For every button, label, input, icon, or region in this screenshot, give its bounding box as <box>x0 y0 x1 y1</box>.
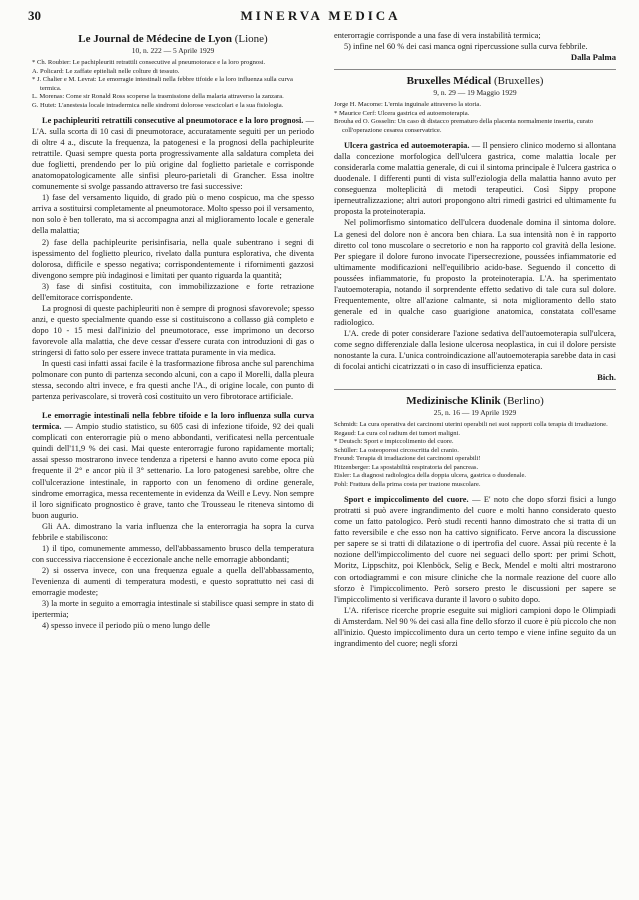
toc-entry: Regaud: La cura col radium dei tumori maligni. <box>334 429 460 437</box>
journal-heading-berlin <box>334 394 616 408</box>
article-paragraph: Nel polimorfismo sintomatico dell'ulcera duodenale domina il sintoma dolore. La genesi del dolore non è ancora ben chiara. La sua intensità non è in rapporto diretto col tono muscolare o secretorio e non ha rapporto col gravità della lesione. Per spiegare il dolore furono invocate l'ipersecrezione, poussées infiammatorie ed ultimamente modificazioni nell'equilibrio acido-base. Seguendo il concetto di poussées infiammatorie, fu proposto la proteinoterapia. L'A. ha sperimentato l'autoemoterapia, notando il sorprendente effetto sedativo di tale cura sul dolore. Frequentemente, oltre all'azione calmante, si nota miglioramento dello stato generale ed in qualche caso guarigione anatomica, constatata coll'esame radiologico. <box>334 218 616 327</box>
journal-issue: 10, n. 222 — 5 Aprile 1929 <box>131 46 215 55</box>
journal-issue: 25, n. 16 — 19 Aprile 1929 <box>433 408 517 418</box>
toc-entry: Freund: Terapia di irradiazione dei carcinomi operabili! <box>334 455 481 463</box>
toc-entry: Eisler: La diagnosi radiologica della doppia ulcera, gastrica o duodenale. <box>334 472 527 480</box>
article-paragraph: 2) fase della pachipleurite perisinfisaria, nella quale subentrano i segni di ispessimento del foglietto pleurico, rivelato dalla puntura esplorativa, che diventa dolorosa, difficile e spesso negativa; corrispondentemente i rifornimenti gazzosi divengono sempre più indaginosi e limitati per quanto riguarda la quantità; <box>32 237 314 280</box>
toc-entry: A. Policard: Le zaffate epiteliali nelle colture di tessuto. <box>32 67 180 75</box>
article-paragraph <box>334 494 616 604</box>
article-title: Sport e impiccolimento del cuore. <box>344 495 469 505</box>
toc-entry: L. Morenas: Come sir Ronald Ross scoperse la trasmissione della malaria attraverso la zanzara. <box>32 93 284 100</box>
article-text: — Il pensiero clinico moderno si allontana dalla concezione morfologica dell'ulcera gastrica, come malattia locale per considerarla come malattia generale, di cui il sintoma principale è l'ulcera gastrica o duodenale. I differenti punti di vista sull'eziologia della malattia hanno avuto per conseguenza molteplicità di metodi terapeutici. Così Sippy propone iperneutralizzazione; altri autori propongono altri rimedi gastrici ed ultimamente fu proposta la proteinoterapia. <box>334 141 617 217</box>
toc-entry: Hitzenberger: La spostabilità respiratoria del pancreas. <box>334 463 479 471</box>
toc-entry: * J. Chalier e M. Levrat: Le emorragie intestinali nella febbre tifoide e la loro influenza sulla curva termica. <box>32 76 293 92</box>
toc-entry: Pohl: Frattura della prima costa per trazione muscolare. <box>334 480 481 488</box>
article-paragraph <box>334 140 616 217</box>
journal-contents <box>32 59 314 110</box>
toc-entry: Schüller: La osteoporosi circoscritta del cranio. <box>334 446 459 454</box>
journal-contents <box>334 421 616 489</box>
article-paragraph: La prognosi di queste pachipleuriti non è sempre di prognosi sfavorevole; spesso anzi, e questo specialmente quando esse si costituiscono a collasso già completo e dopo 10 - 15 mesi dall'inizio del pneumotorace, esse imprimono un decorso favorevole alla malattia, che deve cessar d'essere curata con introduzioni di gas o stringersi di fatto solo per essere invece trattata puramente in via medica. <box>32 303 314 357</box>
journal-city: (Lione) <box>234 33 268 45</box>
page-number: 30 <box>28 8 41 23</box>
article-text: — L'A. sulla scorta di 10 casi di pneumotorace, accuratamente seguiti per un periodo di oltre 4 a., discute la frequenza, la patogenesi e la prognosi della pachipleurite retrattile. Quasi sempre questa porta progressivamente alla saldatura completa dei due foglietti, prendendo per lo più origine dal foglietto parietale e corrisponde anatomopatologicamente alle sinfisi pleuro-parietali di Grancher. Essa inoltre comunemente si svolge passando attraverso tre fasi successive: <box>32 116 314 192</box>
right-column <box>334 30 616 649</box>
toc-entry: G. Hutet: L'anestesia locale intradermica nelle sindromi dolorose vescicolari e la sua fisiologia. <box>32 101 284 109</box>
journal-title: Le Journal de Médecine de Lyon <box>78 33 232 45</box>
article-paragraph: 5) infine nel 60 % dei casi manca ogni ripercussione sulla curva febbrile. <box>344 42 588 52</box>
article-text: — E' noto che dopo sforzi fisici a lungo protratti si può avere ingrandimento del cuore e molti hanno considerato questo come un fatto patologico. Però studi recenti hanno dimostrato che si tratta di un fatto reversibile e che esso non ha cattivo significato. Ferve ancora la discussione per sapere se si tratti di dilatazione o di ipertrofia del cuore. Assai più recente è la nozione dell'impiccolimento del cuore nei seguaci dello sport: per primi Schott, Moritz, Lippschitz, poi Klenböck, Selig e Beck, Mendel e molti altri mostrarono con ortodiagrammi e con misure cliniche che la normale reazione del cuore allo sforzo è l'impiccolimento. Però sorsero presto le discussioni per sapere se l'impiccolimento si verificava durante il lavoro o subito dopo. <box>334 495 617 604</box>
article-title: Le pachipleuriti retrattili consecutive al pneumotorace e la loro prognosi. <box>42 116 304 125</box>
article-paragraph: 1) il tipo, comunemente ammesso, dell'abbassamento brusco della temperatura con successiva riaccensione è eccezionale anche nelle emorragie abbondanti; <box>32 543 314 564</box>
article-paragraph: 3) la morte in seguito a emorragia intestinale si stabilisce quasi sempre in stato di ipertermia; <box>32 599 314 620</box>
article-paragraph: 3) fase di sinfisi costituita, con immobilizzazione e forte retrazione dell'emitorace corrispondente. <box>32 281 314 302</box>
author-signature: Dalla Palma <box>570 52 616 63</box>
article-paragraph: 4) spesso invece il periodo più o meno lungo delle <box>42 621 210 631</box>
article-paragraph: 1) fase del versamento liquido, di grado più o meno cospicuo, ma che spesso arriva a sostituirsi completamente al pneumotorace. Molto spesso poi il versamento, non solo è ben tollerato, ma si accompagna anzi al miglioramento locale e generale della malattia; <box>32 193 314 236</box>
page-header <box>28 8 613 24</box>
article-paragraph: 2) si osserva invece, con una frequenza eguale a quella dell'abbassamento, l'evenienza di aumenti di temperatura modesti, e questo soprattutto nei casi di emorragie modeste; <box>32 565 314 597</box>
journal-heading-bruxelles <box>334 74 616 88</box>
article-paragraph: Gli AA. dimostrano la varia influenza che la enterorragia ha sopra la curva febbrile e stabiliscono: <box>32 521 314 542</box>
journal-title: Medizinische Klinik <box>406 395 501 408</box>
article-paragraph: In questi casi infatti assai facile è la trasformazione fibrosa anche sul parenchima polmonare con punto di partenza secondo alcuni, con a capo il Morelli, dalla pleura stessa, secondo altri invece, e fra questi anche l'A., di origine locale, con punto di partenza perivascolare, si troverà così costituito un vero fibrotorace artificiale. <box>32 359 314 402</box>
left-column <box>32 30 314 631</box>
toc-entry: Jorge H. Macome: L'ernia inguinale attraverso la storia. <box>334 101 481 109</box>
toc-entry: * Ch. Roubier: Le pachipleuriti retrattili consecutive al pneumotorace e la loro prognosi. <box>32 59 266 66</box>
journal-heading-lyon <box>32 32 314 46</box>
divider <box>334 69 616 70</box>
toc-entry: Brouha ed O. Gosselin: Un caso di distacco prematuro della placenta normalmente inserita, curato coll'operazione cesarea conservatrice. <box>334 118 594 134</box>
journal-title: Bruxelles Médical <box>406 75 492 88</box>
toc-entry: Schmidt: La cura operativa dei carcinomi uterini operabili nei suoi rapporti colla terapia di irradiazione. <box>334 421 608 429</box>
article-text: — Ampio studio statistico, su 605 casi di infezione tifoide, 92 dei quali complicati con enterorragie più o meno abbondanti, verificatesi nella percentuale quindi dell'11,9 % dei casi. Mai queste enterorragie furono rapidamente mortali; assai spesso mostrarono invece tendenza a ripetersi e hanno avuto come epoca più frequente il 2° e ancor più il 3° settenario. La loro patogenesi sarebbe, oltre che coll'ulcerazione intestinale, in rapporto con un fenomeno di ordine generale, sindrome emorragica, messa recentemente in evidenza da Weill e Levy. Non sempre il loro significato prognostico è grave, tanto che Trousseau le riteneva sintomo di buon augurio. <box>32 422 315 520</box>
article-title: Ulcera gastrica ed autoemoterapia. <box>344 141 470 151</box>
journal-issue: 9, n. 29 — 19 Maggio 1929 <box>433 88 517 98</box>
journal-city: (Bruxelles) <box>493 75 544 88</box>
journal-contents <box>334 101 616 135</box>
article-paragraph <box>32 410 314 520</box>
author-signature: Bich. <box>597 372 616 383</box>
divider <box>334 389 616 390</box>
article-paragraph: L'A. riferisce ricerche proprie eseguite sui migliori campioni dopo le Olimpiadi di Amsterdam. Nel 90 % dei casi alla fine dello sforzo il cuore è più piccolo che non all'inizio. Questo impiccolimento dura un certo tempo e viene infine seguito da un ingrandimento del cuore; negli sforzi <box>334 605 616 648</box>
toc-entry: * Maurice Cerf: Ulcera gastrica ed autoemoterapia. <box>334 109 470 117</box>
article-paragraph: enterorragie corrisponde a una fase di vera instabilità termica; <box>334 31 541 40</box>
journal-city: (Berlino) <box>503 395 544 408</box>
article-paragraph: L'A. crede di poter considerare l'azione sedativa dell'autoemoterapia sull'ulcera, come segno differenziale dalla lesione ulcerosa neoplastica, in cui il dolore persiste nonostante la cura. L'unica controindicazione all'autoemoterapia sarebbe data in casi di focolai antichi cicatrizzati o in caso di insufficienza epatica. <box>334 328 616 372</box>
article-title: Le emorragie intestinali nella febbre tifoide e la loro influenza sulla curva termica. <box>32 411 314 432</box>
running-title: MINERVA MEDICA <box>240 8 401 23</box>
article-paragraph <box>32 115 314 192</box>
toc-entry: * Deutsch: Sport e impiccolimento del cuore. <box>334 438 454 446</box>
